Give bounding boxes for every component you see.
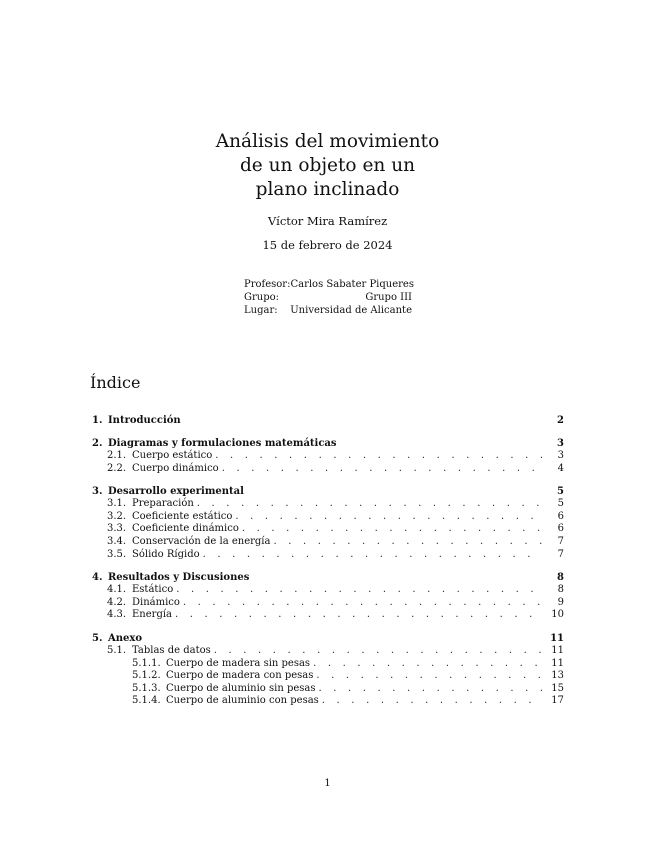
toc-subsubsection-number: 5.1.4. [132,695,161,707]
toc-subsection-number: 4.1. [107,584,127,596]
toc-subsection[interactable] [92,511,564,524]
toc-subsubsection[interactable] [92,670,564,683]
document-title [0,130,655,202]
info-value: Universidad de Alicante [290,305,412,316]
toc-subsubsection[interactable] [92,683,564,696]
toc-subsection-page: 9 [557,596,564,608]
toc-section-title: Anexo [108,632,143,644]
toc-subsection[interactable] [92,450,564,463]
toc-subsubsection-number: 5.1.2. [132,670,161,682]
toc-section-number: 1. [92,415,103,426]
toc-subsection-page: 11 [551,644,564,656]
toc-subsection-number: 4.2. [107,596,127,608]
toc-section-number: 4. [92,572,103,584]
toc-subsection-title: Estático [132,584,174,596]
toc-subsubsection-title: Cuerpo de aluminio sin pesas [166,682,316,694]
toc-subsection[interactable] [92,609,564,622]
info-label: Grupo: [244,292,279,303]
toc-section-page: 8 [557,572,564,584]
toc-subsection[interactable] [92,645,564,658]
toc-subsection-page: 6 [557,523,564,535]
toc-subsection[interactable] [92,549,564,562]
toc-section[interactable] [92,437,564,450]
toc-subsection-title: Preparación [132,498,194,510]
toc-section-number: 3. [92,486,103,498]
toc-subsection-title: Coeficiente estático [132,510,233,522]
toc-subsection-page: 4 [557,462,564,474]
toc-leader-dots [197,498,542,511]
toc-subsection[interactable] [92,597,564,610]
title-line-1: Análisis del movimiento [215,131,440,152]
page-number: 1 [324,778,331,789]
toc-subsection[interactable] [92,463,564,476]
toc-section-number: 5. [92,632,103,644]
toc-subsection-page: 7 [557,548,564,560]
toc-subsection-page: 3 [557,450,564,461]
toc-subsection-title: Conservación de la energía [132,535,271,547]
toc-section-number: 2. [92,438,103,449]
toc-subsection-page: 10 [551,609,564,621]
toc-section-title: Introducción [108,415,181,426]
toc-subsection-number: 2.2. [107,462,127,474]
toc-subsection-page: 8 [557,584,564,596]
toc-subsection-number: 3.5. [107,548,127,560]
toc-subsection-number: 5.1. [107,644,127,656]
toc-section-page: 3 [557,438,564,449]
toc-subsection-title: Cuerpo dinámico [132,462,219,474]
toc-subsection-number: 3.1. [107,498,127,510]
info-label: Profesor: [244,279,291,290]
toc-section[interactable] [92,632,564,645]
toc-leader-dots [316,670,542,683]
toc-section[interactable] [92,571,564,584]
toc-leader-dots [183,597,542,610]
toc-leader-dots [176,584,542,597]
toc-leader-dots [242,523,542,536]
table-of-contents [92,414,564,708]
toc-leader-dots [322,695,542,708]
toc-section[interactable] [92,414,564,427]
info-row-profesor [244,278,412,291]
info-value: Grupo III [365,292,412,303]
toc-subsubsection[interactable] [92,695,564,708]
toc-subsubsection-title: Cuerpo de aluminio con pesas [166,695,319,707]
toc-leader-dots [273,536,542,549]
toc-section[interactable] [92,485,564,498]
toc-subsection-title: Dinámico [132,596,180,608]
toc-subsection-page: 5 [557,498,564,510]
toc-subsubsection-title: Cuerpo de madera sin pesas [166,657,311,669]
info-block [244,278,412,317]
toc-leader-dots [222,463,542,476]
date: 15 de febrero de 2024 [262,238,393,252]
toc-subsubsection-page: 11 [551,657,564,669]
info-row-lugar [244,304,412,317]
toc-subsection-number: 4.3. [107,609,127,621]
toc-subsection-title: Cuerpo estático [132,450,213,461]
toc-subsection-number: 3.4. [107,535,127,547]
toc-subsection[interactable] [92,523,564,536]
toc-subsection-page: 7 [557,535,564,547]
toc-subsection[interactable] [92,584,564,597]
toc-heading: Índice [90,373,141,392]
info-label: Lugar: [244,305,278,316]
toc-section-title: Diagramas y formulaciones matemáticas [108,438,337,449]
toc-leader-dots [319,683,542,696]
toc-subsection-number: 3.2. [107,510,127,522]
toc-subsection-title: Energía [132,609,172,621]
toc-leader-dots [175,609,542,622]
toc-subsection-number: 2.1. [107,450,127,461]
toc-subsubsection-number: 5.1.1. [132,657,161,669]
author: Víctor Mira Ramírez [267,214,388,228]
toc-leader-dots [203,549,542,562]
toc-subsubsection-number: 5.1.3. [132,682,161,694]
title-line-2: de un objeto en un [239,155,416,176]
toc-section-page: 11 [550,632,564,644]
toc-section-page: 5 [557,486,564,498]
toc-subsection[interactable] [92,536,564,549]
toc-section-page: 2 [557,415,564,426]
toc-subsubsection-page: 13 [551,670,564,682]
toc-section-title: Desarrollo experimental [108,486,244,498]
toc-subsection[interactable] [92,498,564,511]
toc-subsubsection[interactable] [92,658,564,671]
toc-section-title: Resultados y Discusiones [108,572,250,584]
info-row-grupo [244,291,412,304]
toc-subsection-number: 3.3. [107,523,127,535]
toc-leader-dots [214,645,542,658]
info-value: Carlos Sabater Piqueres [290,279,414,290]
toc-subsection-page: 6 [557,510,564,522]
toc-leader-dots [313,658,542,671]
toc-subsection-title: Sólido Rígido [132,548,200,560]
toc-leader-dots [235,511,542,524]
toc-subsubsection-page: 15 [551,682,564,694]
toc-subsection-title: Coeficiente dinámico [132,523,239,535]
toc-subsubsection-title: Cuerpo de madera con pesas [166,670,314,682]
title-line-3: plano inclinado [255,179,400,200]
toc-leader-dots [215,450,542,463]
toc-subsection-title: Tablas de datos [132,644,211,656]
toc-subsubsection-page: 17 [551,695,564,707]
